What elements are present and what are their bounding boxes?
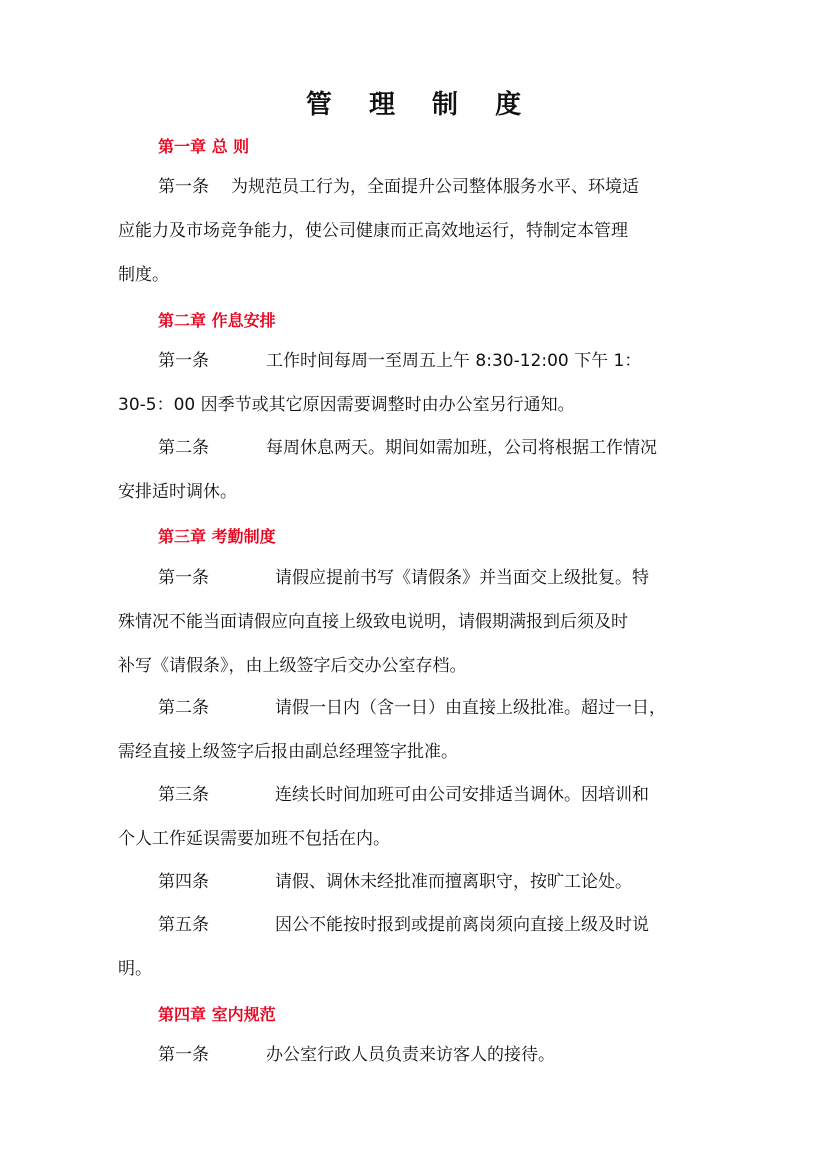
article-line: 应能力及市场竞争能力，使公司健康而正高效地运行，特制定本管理 [118, 221, 628, 241]
article-line: 每周休息两天。期间如需加班，公司将根据工作情况 [266, 438, 657, 458]
chapter-3-article-3 [118, 773, 718, 861]
article-label: 第二条 [158, 438, 209, 458]
chapter-1-article-1 [118, 165, 718, 297]
article-label: 第二条 [158, 698, 209, 718]
chapter-1-heading: 第一章 总 则 [158, 137, 250, 156]
document-title: 管 理 制 度 [305, 90, 536, 120]
article-line: 办公室行政人员负责来访客人的接待。 [266, 1045, 555, 1065]
article-line: 因公不能按时报到或提前离岗须向直接上级及时说 [275, 915, 649, 935]
article-label: 第四条 [158, 872, 209, 892]
chapter-3-article-1 [118, 556, 718, 688]
article-line: 30-5：00 因季节或其它原因需要调整时由办公室另行通知。 [118, 395, 575, 415]
article-label: 第一条 [158, 351, 209, 371]
article-label: 第一条 [158, 568, 209, 588]
chapter-2-heading: 第二章 作息安排 [158, 311, 276, 330]
chapter-4-heading: 第四章 室内规范 [158, 1005, 276, 1024]
chapter-2-article-1 [118, 339, 718, 427]
article-line: 工作时间每周一至周五上午 8:30-12:00 下午 1： [266, 351, 642, 371]
article-label: 第五条 [158, 915, 209, 935]
article-line: 安排适时调休。 [118, 482, 237, 502]
article-label: 第一条 [158, 177, 209, 197]
article-line: 个人工作延误需要加班不包括在内。 [118, 829, 390, 849]
chapter-3-heading: 第三章 考勤制度 [158, 527, 276, 546]
article-line: 殊情况不能当面请假应向直接上级致电说明，请假期满报到后须及时 [118, 612, 628, 632]
article-label: 第一条 [158, 1045, 209, 1065]
article-label: 第三条 [158, 785, 209, 805]
article-line: 补写《请假条》，由上级签字后交办公室存档。 [118, 656, 467, 676]
article-line: 请假、调休未经批准而擅离职守，按旷工论处。 [275, 872, 632, 892]
article-line: 连续长时间加班可由公司安排适当调休。因培训和 [275, 785, 649, 805]
article-line: 明。 [118, 959, 152, 979]
chapter-3-article-4 [118, 860, 718, 904]
chapter-2-article-2 [118, 426, 718, 514]
article-line: 为规范员工行为，全面提升公司整体服务水平、环境适 [231, 177, 639, 197]
article-line: 制度。 [118, 265, 169, 285]
chapter-3-article-2 [118, 686, 718, 774]
article-line: 需经直接上级签字后报由副总经理签字批准。 [118, 742, 458, 762]
chapter-4-article-1 [118, 1033, 718, 1077]
article-line: 请假应提前书写《请假条》并当面交上级批复。特 [275, 568, 649, 588]
chapter-3-article-5 [118, 903, 718, 991]
article-line: 请假一日内（含一日）由直接上级批准。超过一日， [275, 698, 666, 718]
